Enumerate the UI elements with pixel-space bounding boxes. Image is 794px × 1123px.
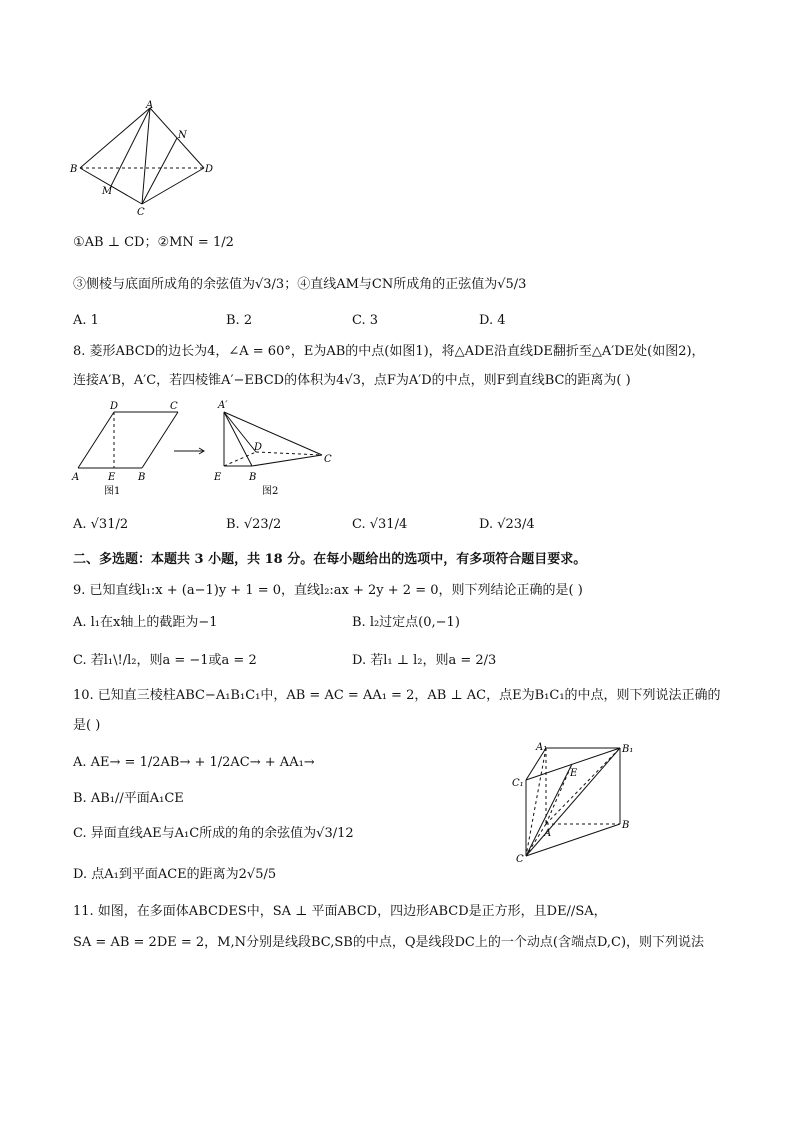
q7-option-a[interactable]: A. 1 xyxy=(73,313,99,328)
prism-label-E: E xyxy=(570,768,578,779)
q9-option-a[interactable]: A. l₁在x轴上的截距为−1 xyxy=(73,615,218,630)
q10-option-c[interactable]: C. 异面直线AE与A₁C所成的角的余弦值为√3/12 xyxy=(73,826,354,841)
fig1-label-E: E xyxy=(108,472,116,483)
label-A: A xyxy=(146,100,154,111)
q10-option-d[interactable]: D. 点A₁到平面ACE的距离为2√5/5 xyxy=(73,867,277,882)
q10-stem-line2: 是( ) xyxy=(73,718,101,733)
fig2-label-E: E xyxy=(214,472,222,483)
q8-figures xyxy=(66,398,346,502)
q10-option-b[interactable]: B. AB₁//平面A₁CE xyxy=(73,791,184,806)
q9-option-c[interactable]: C. 若l₁\!/l₂，则a = −1或a = 2 xyxy=(73,653,257,668)
q8-stem-line2: 连接A′B，A′C，若四棱锥A′−EBCD的体积为4√3，点F为A′D的中点，则F到直线BC的距离为( ) xyxy=(73,373,631,388)
fig1-label-C: C xyxy=(170,401,178,412)
prism-label-B1: B₁ xyxy=(622,744,634,755)
prism-label-B: B xyxy=(622,820,630,831)
fig2-label-D: D xyxy=(254,442,263,453)
q7-statements-3-4: ③侧棱与底面所成角的余弦值为√3/3；④直线AM与CN所成角的正弦值为√5/3 xyxy=(73,277,527,292)
q7-option-c[interactable]: C. 3 xyxy=(352,313,379,328)
label-N: N xyxy=(178,130,187,141)
q11-stem-line1: 11. 如图，在多面体ABCDES中，SA ⊥ 平面ABCD，四边形ABCD是正方形，且DE//SA， xyxy=(73,904,607,919)
fig2-label-C: C xyxy=(324,454,332,465)
q9-stem: 9. 已知直线l₁:x + (a−1)y + 1 = 0，直线l₂:ax + 2y + 2 = 0，则下列结论正确的是( ) xyxy=(73,583,583,598)
fig1-label-A: A xyxy=(72,472,80,483)
q7-option-d[interactable]: D. 4 xyxy=(479,313,506,328)
prism-label-C: C xyxy=(516,854,524,865)
prism-figure xyxy=(508,738,638,866)
q8-option-a[interactable]: A. √31/2 xyxy=(73,517,129,532)
q10-option-a[interactable]: A. AE→ = 1/2AB→ + 1/2AC→ + AA₁→ xyxy=(73,755,315,770)
fig2-label-A-prime: A′ xyxy=(218,400,228,411)
q8-option-d[interactable]: D. √23/4 xyxy=(479,517,535,532)
tetrahedron-figure xyxy=(66,98,216,216)
prism-label-A: A xyxy=(544,828,552,839)
label-D: D xyxy=(205,164,214,175)
q9-option-d[interactable]: D. 若l₁ ⊥ l₂，则a = 2/3 xyxy=(352,653,497,668)
q8-stem-line1: 8. 菱形ABCD的边长为4，∠A = 60°，E为AB的中点(如图1)，将△ADE沿直线DE翻折至△A′DE处(如图2)， xyxy=(73,344,705,359)
label-B: B xyxy=(70,164,78,175)
fig2-caption: 图2 xyxy=(262,486,279,497)
prism-label-A1: A₁ xyxy=(536,742,548,753)
q7-statements-1-2: ①AB ⊥ CD；②MN = 1/2 xyxy=(73,235,234,250)
q7-option-b[interactable]: B. 2 xyxy=(226,313,253,328)
fig1-caption: 图1 xyxy=(104,486,121,497)
label-C: C xyxy=(137,207,145,216)
q11-stem-line2: SA = AB = 2DE = 2，M,N分别是线段BC,SB的中点，Q是线段DC上的一个动点(含端点D,C)，则下列说法 xyxy=(73,935,705,950)
q9-option-b[interactable]: B. l₂过定点(0,−1) xyxy=(352,615,460,630)
q8-option-c[interactable]: C. √31/4 xyxy=(352,517,408,532)
fig2-label-B: B xyxy=(249,472,257,483)
prism-label-C1: C₁ xyxy=(512,778,524,789)
q10-stem-line1: 10. 已知直三棱柱ABC−A₁B₁C₁中，AB = AC = AA₁ = 2，AB ⊥ AC，点E为B₁C₁的中点，则下列说法正确的 xyxy=(73,688,721,703)
fig1-label-D: D xyxy=(110,401,119,412)
fig1-label-B: B xyxy=(138,472,146,483)
q8-option-b[interactable]: B. √23/2 xyxy=(226,517,282,532)
section-heading-multiple-choice: 二、多选题：本题共 3 小题，共 18 分。在每小题给出的选项中，有多项符合题目要求。 xyxy=(73,552,587,567)
label-M: M xyxy=(102,186,113,197)
